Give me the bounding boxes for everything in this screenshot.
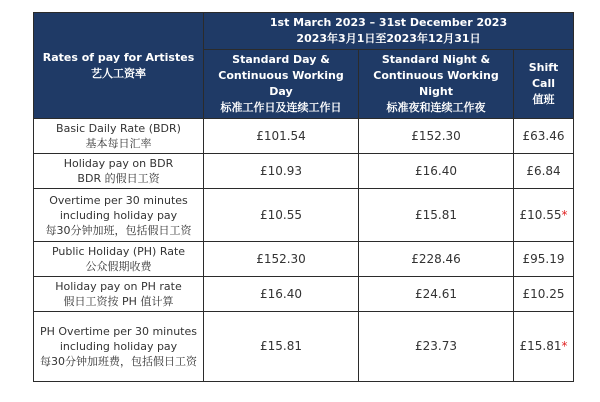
day-rate-cell: £152.30: [204, 242, 359, 277]
column-header-day: [204, 50, 359, 119]
column-header-night-line2: Continuous Working Night: [373, 69, 499, 98]
shift-rate-value: £10.55: [519, 207, 562, 222]
column-header-night-line1: Standard Night &: [381, 53, 491, 66]
row-label-cn: 每30分钟加班费，包括假日工资: [40, 355, 197, 368]
night-rate-cell: £23.73: [359, 312, 514, 382]
footnote-marker: *: [561, 339, 568, 353]
column-header-night: [359, 50, 514, 119]
footnote-marker: *: [561, 207, 568, 222]
row-label-en: Public Holiday (PH) Rate: [51, 245, 186, 258]
day-rate-cell: £101.54: [204, 119, 359, 154]
table-row: [34, 189, 574, 242]
day-rate-cell: £10.55: [204, 189, 359, 242]
row-label: [34, 242, 204, 277]
night-rate-cell: £16.40: [359, 154, 514, 189]
shift-rate-cell: [514, 119, 574, 154]
column-header-shift-line1: Shift: [528, 61, 559, 74]
row-label-en: Holiday pay on PH rate: [55, 280, 182, 293]
shift-rate-cell: [514, 277, 574, 312]
row-label-cn: 基本每日汇率: [85, 137, 152, 150]
night-rate-cell: £15.81: [359, 189, 514, 242]
row-label: [34, 277, 204, 312]
row-label: [34, 312, 204, 382]
row-label-cn: 假日工资按 PH 值计算: [63, 295, 174, 308]
row-label: [34, 154, 204, 189]
column-header-day-cn: 标准工作日及连续工作日: [220, 101, 342, 114]
row-label-cn: 公众假期收费: [85, 260, 152, 273]
row-label-en: Holiday pay on BDR: [63, 157, 174, 170]
rates-label-cn: 艺人工资率: [91, 66, 146, 80]
table-row: [34, 312, 574, 382]
row-label: [34, 119, 204, 154]
pay-rates-table: [33, 12, 574, 382]
period-cn: 2023年3月1日至2023年12月31日: [296, 32, 481, 45]
row-label-en: Basic Daily Rate (BDR): [56, 122, 181, 135]
rates-label-en: Rates of pay for Artistes: [42, 50, 195, 64]
shift-rate-value: £15.81: [519, 339, 562, 353]
pay-rates-table-container: [33, 12, 573, 382]
column-header-day-line2: Continuous Working Day: [218, 69, 344, 98]
table-row: [34, 277, 574, 312]
column-header-shift-line2: Call: [531, 77, 556, 90]
table-row: [34, 119, 574, 154]
table-row: [34, 154, 574, 189]
column-header-day-line1: Standard Day &: [232, 53, 330, 66]
night-rate-cell: £24.61: [359, 277, 514, 312]
period-header: [204, 13, 574, 50]
column-header-shift-cn: 值班: [532, 93, 555, 106]
shift-rate-cell: [514, 312, 574, 382]
rates-label-header: [34, 13, 204, 119]
day-rate-cell: £16.40: [204, 277, 359, 312]
table-row: [34, 242, 574, 277]
period-en: 1st March 2023 – 31st December 2023: [269, 16, 508, 29]
shift-rate-value: £63.46: [522, 128, 565, 143]
header-row-period: [34, 13, 574, 50]
shift-rate-cell: [514, 154, 574, 189]
day-rate-cell: £15.81: [204, 312, 359, 382]
shift-rate-value: £10.25: [522, 286, 565, 301]
night-rate-cell: £228.46: [359, 242, 514, 277]
row-label: [34, 189, 204, 242]
column-header-night-cn: 标准夜和连续工作夜: [386, 101, 486, 114]
shift-rate-cell: [514, 189, 574, 242]
day-rate-cell: £10.93: [204, 154, 359, 189]
shift-rate-cell: [514, 242, 574, 277]
shift-rate-value: £6.84: [526, 163, 561, 178]
shift-rate-value: £95.19: [522, 251, 565, 266]
row-label-en: Overtime per 30 minutes including holiday pay: [49, 193, 188, 222]
row-label-cn: BDR 的假日工资: [77, 172, 160, 185]
row-label-en: PH Overtime per 30 minutes including holiday pay: [40, 325, 197, 353]
column-header-shift: [514, 50, 574, 119]
night-rate-cell: £152.30: [359, 119, 514, 154]
row-label-cn: 每30分钟加班，包括假日工资: [45, 223, 192, 237]
